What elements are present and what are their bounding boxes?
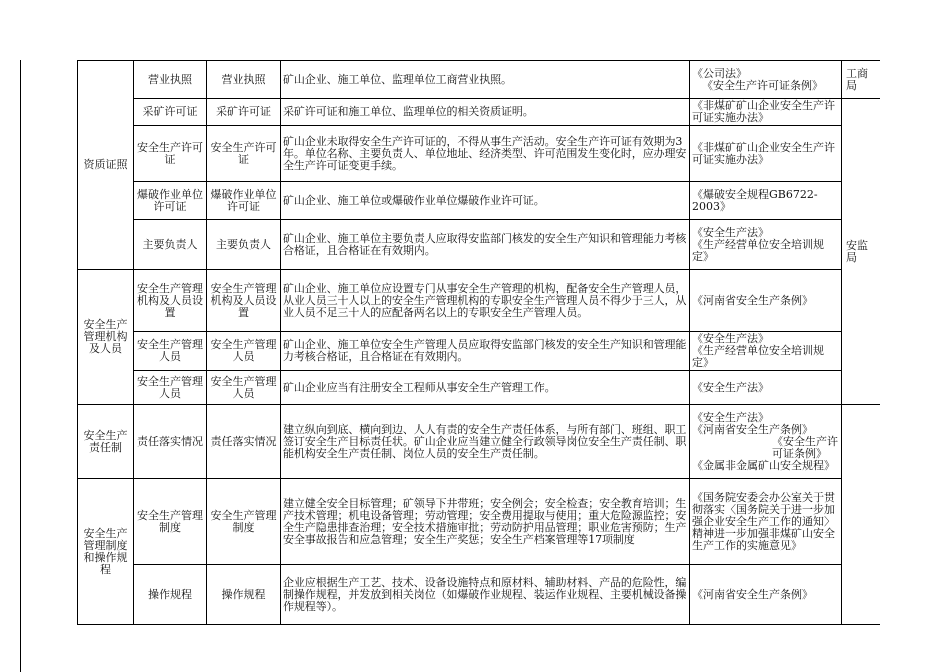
table-row <box>78 371 881 405</box>
law-line: 《非煤矿矿山企业安全生产许可证实施办法》 <box>692 99 835 124</box>
requirement-cell: 矿山企业、施工单位安全生产管理人员应取得安监部门核发的安全生产知识和管理能力考核合格证，且合格证在有效期内。 <box>281 332 690 371</box>
item-detail-cell: 爆破作业单位许可证 <box>207 182 281 220</box>
table-row <box>78 182 881 220</box>
law-line: 《安全生产法》 <box>692 410 769 424</box>
item-cell: 营业执照 <box>134 61 207 99</box>
table-row <box>78 479 881 565</box>
item-cell: 安全生产管理人员 <box>134 371 207 405</box>
item-detail-cell: 责任落实情况 <box>207 405 281 479</box>
law-cell <box>690 126 842 182</box>
law-cell <box>690 182 842 220</box>
requirement-cell: 矿山企业、施工单位主要负责人应取得安监部门核发的安全生产知识和管理能力考核合格证，且合格证在有效期内。 <box>281 220 690 270</box>
law-cell <box>690 332 842 371</box>
requirement-cell: 矿山企业、施工单位、监理单位工商营业执照。 <box>281 61 690 99</box>
law-cell <box>690 270 842 332</box>
law-line: 《河南省安全生产条例》 <box>692 422 813 436</box>
item-cell: 责任落实情况 <box>134 405 207 479</box>
requirement-cell: 矿山企业、施工单位应设置专门从事安全生产管理的机构，配备安全生产管理人员，从业人员三十人以上的安全生产管理机构的专职安全生产管理人员不得少于三人，从业人员不足三十人的应配备两名以上的专职安全生产管理人员。 <box>281 270 690 332</box>
authority-cell <box>842 405 881 625</box>
table-row <box>78 61 881 99</box>
law-cell <box>690 405 842 479</box>
law-line: 《安全生产许可证条例》 <box>702 78 823 92</box>
law-cell <box>690 220 842 270</box>
law-line: 《安全生产法》 <box>692 380 769 394</box>
item-cell: 采矿许可证 <box>134 99 207 126</box>
table-row <box>78 405 881 479</box>
item-cell: 安全生产许可证 <box>134 126 207 182</box>
law-line: 《金属非金属矿山安全规程》 <box>692 458 835 472</box>
law-line: 《安全生产法》 <box>692 225 769 239</box>
law-line: 《公司法》 <box>692 66 747 80</box>
regulation-table-sheet <box>77 60 880 672</box>
authority-cell: 工商局 <box>842 61 881 99</box>
table-row <box>78 565 881 625</box>
item-cell: 安全生产管理机构及人员设置 <box>134 270 207 332</box>
law-cell <box>690 479 842 565</box>
item-detail-cell: 安全生产许可证 <box>207 126 281 182</box>
item-detail-cell: 主要负责人 <box>207 220 281 270</box>
table-row <box>78 99 881 126</box>
item-cell: 操作规程 <box>134 565 207 625</box>
category-cell: 资质证照 <box>78 61 134 270</box>
category-cell: 安全生产管理机构及人员 <box>78 270 134 405</box>
law-line: 《非煤矿矿山企业安全生产许可证实施办法》 <box>692 140 835 166</box>
requirement-cell: 建立健全安全目标管理；矿领导下井带班；安全例会；安全检查；安全教育培训；生产技术管理；机电设备管理；劳动管理；安全费用提取与使用；重大危险源监控；安全生产隐患排查治理；安全技术措施审批；劳动防护用品管理；职业危害预防；生产安全事故报告和应急管理；安全生产奖惩；安全生产档案管理等17项制度 <box>281 479 690 565</box>
category-cell: 安全生产责任制 <box>78 405 134 479</box>
law-cell <box>690 565 842 625</box>
item-detail-cell: 安全生产管理机构及人员设置 <box>207 270 281 332</box>
table-row <box>78 220 881 270</box>
authority-cell: 安监局 <box>842 99 881 405</box>
requirement-cell: 矿山企业未取得安全生产许可证的，不得从事生产活动。安全生产许可证有效期为3年。单位名称、主要负责人、单位地址、经济类型、许可范围发生变化时，应办理安全生产许可证变更手续。 <box>281 126 690 182</box>
table-row <box>78 332 881 371</box>
law-line: 《安全生产法》 <box>692 332 769 345</box>
item-detail-cell: 安全生产管理人员 <box>207 371 281 405</box>
requirement-cell: 矿山企业应当有注册安全工程师从事安全生产管理工作。 <box>281 371 690 405</box>
item-cell: 主要负责人 <box>134 220 207 270</box>
law-line: 《河南省安全生产条例》 <box>692 293 813 307</box>
item-detail-cell: 操作规程 <box>207 565 281 625</box>
requirement-cell: 采矿许可证和施工单位、监理单位的相关资质证明。 <box>281 99 690 126</box>
law-cell <box>690 61 842 99</box>
item-cell: 爆破作业单位许可证 <box>134 182 207 220</box>
item-detail-cell: 安全生产管理制度 <box>207 479 281 565</box>
table-row <box>78 126 881 182</box>
item-detail-cell: 安全生产管理人员 <box>207 332 281 371</box>
law-line: 《生产经营单位安全培训规定》 <box>692 237 824 263</box>
item-cell: 安全生产管理制度 <box>134 479 207 565</box>
sheet-left-border <box>20 60 21 672</box>
law-line: 《爆破安全规程GB6722-2003》 <box>692 187 818 213</box>
item-detail-cell: 营业执照 <box>207 61 281 99</box>
item-detail-cell: 采矿许可证 <box>207 99 281 126</box>
law-line: 《国务院安委会办公室关于贯彻落实〈国务院关于进一步加强企业安全生产工作的通知〉精神进一步加强非煤矿山安全生产工作的实施意见》 <box>692 490 835 552</box>
law-cell <box>690 371 842 405</box>
law-line: 《生产经营单位安全培训规定》 <box>692 344 824 369</box>
regulation-table <box>77 60 880 625</box>
item-cell: 安全生产管理人员 <box>134 332 207 371</box>
requirement-cell: 企业应根据生产工艺、技术、设备设施特点和原材料、辅助材料、产品的危险性，编制操作规程，并发放到相关岗位（如爆破作业规程、装运作业规程、主要机械设备操作规程等）。 <box>281 565 690 625</box>
requirement-cell: 建立纵向到底、横向到边、人人有责的安全生产责任体系，与所有部门、班组、职工签订安全生产目标责任状。矿山企业应当建立健全行政领导岗位安全生产责任制、职能机构安全生产责任制、岗位人员的安全生产责任制。 <box>281 405 690 479</box>
law-line: 《安全生产许可证条例》 <box>772 434 838 460</box>
law-cell <box>690 99 842 126</box>
category-cell: 安全生产管理制度和操作规程 <box>78 479 134 625</box>
requirement-cell: 矿山企业、施工单位或爆破作业单位爆破作业许可证。 <box>281 182 690 220</box>
table-row <box>78 270 881 332</box>
law-line: 《河南省安全生产条例》 <box>692 587 813 601</box>
